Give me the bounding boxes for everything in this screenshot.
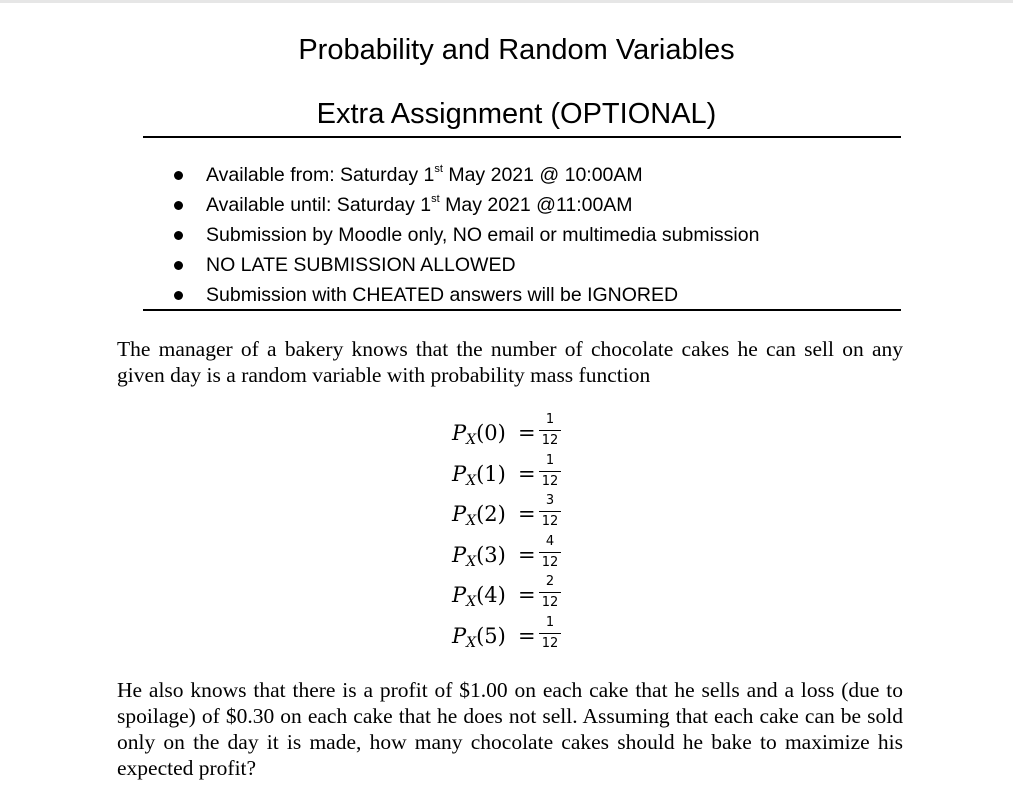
pmf-equations xyxy=(452,412,652,655)
ordinal-suffix: st xyxy=(434,163,443,175)
instruction-item xyxy=(172,250,902,280)
pmf-fraction xyxy=(539,574,561,610)
instruction-text: NO LATE SUBMISSION ALLOWED xyxy=(206,254,516,276)
instruction-text: Available until: Saturday 1 xyxy=(206,194,432,216)
instructions-divider xyxy=(143,309,901,311)
fraction-bar xyxy=(539,430,561,431)
fraction-bar xyxy=(539,511,561,512)
pmf-row xyxy=(452,615,652,656)
pmf-subscript: X xyxy=(466,432,477,448)
pmf-lhs xyxy=(452,501,506,534)
instruction-item xyxy=(172,280,902,310)
instructions-list xyxy=(172,160,902,310)
pmf-argument: (1) xyxy=(476,461,506,486)
pmf-symbol: P xyxy=(452,542,467,567)
bullet-icon xyxy=(174,201,183,210)
fraction-denominator: 12 xyxy=(541,635,559,651)
pmf-subscript: X xyxy=(466,472,477,489)
equals-sign: = xyxy=(518,421,536,445)
fraction-numerator: 1 xyxy=(545,412,555,427)
fraction-numerator: 1 xyxy=(545,452,555,468)
title-divider xyxy=(143,136,901,138)
equals-sign: = xyxy=(518,461,536,486)
fraction-bar xyxy=(539,471,561,472)
pmf-fraction xyxy=(539,534,561,570)
equals-sign: = xyxy=(518,542,536,567)
pmf-symbol: P xyxy=(452,461,467,486)
pmf-lhs xyxy=(452,623,506,656)
pmf-row xyxy=(452,493,652,534)
fraction-numerator: 1 xyxy=(545,614,555,630)
equals-sign: = xyxy=(518,502,536,526)
pmf-argument: (5) xyxy=(476,623,506,648)
document-subtitle: Extra Assignment (OPTIONAL) xyxy=(316,98,717,130)
pmf-lhs xyxy=(452,461,506,494)
pmf-fraction xyxy=(539,453,561,489)
bullet-icon xyxy=(174,231,183,240)
fraction-denominator: 12 xyxy=(541,554,559,570)
fraction-denominator: 12 xyxy=(541,433,559,449)
intro-paragraph: The manager of a bakery knows that the number of chocolate cakes he can sell on any given day is a random variable with probability mass function xyxy=(117,337,903,387)
pmf-fraction xyxy=(539,412,561,448)
fraction-denominator: 12 xyxy=(541,595,559,611)
instruction-text-tail: May 2021 @11:00AM xyxy=(439,194,633,216)
instruction-text: Submission by Moodle only, NO email or multimedia submission xyxy=(206,224,760,246)
pmf-row xyxy=(452,574,652,615)
pmf-subscript: X xyxy=(466,634,477,651)
fraction-numerator: 3 xyxy=(545,493,555,508)
fraction-denominator: 12 xyxy=(541,514,559,530)
instruction-item xyxy=(172,220,902,250)
equals-sign: = xyxy=(518,623,536,648)
fraction-bar xyxy=(539,552,561,553)
instruction-text: Submission with CHEATED answers will be IGNORED xyxy=(206,284,679,306)
document-title: Probability and Random Variables xyxy=(298,34,735,66)
pmf-fraction xyxy=(539,615,561,651)
ordinal-suffix: st xyxy=(431,193,440,205)
pmf-argument: (4) xyxy=(476,583,506,607)
fraction-denominator: 12 xyxy=(541,473,559,489)
pmf-symbol: P xyxy=(452,421,467,445)
pmf-lhs xyxy=(452,542,506,575)
fraction-numerator: 4 xyxy=(545,533,555,549)
instruction-text-tail: May 2021 @ 10:00AM xyxy=(442,164,643,186)
pmf-row xyxy=(452,534,652,575)
pmf-fraction xyxy=(539,493,561,529)
instruction-item xyxy=(172,160,902,190)
pmf-argument: (3) xyxy=(476,542,506,567)
fraction-bar xyxy=(539,592,561,593)
pmf-row xyxy=(452,412,652,453)
pmf-argument: (0) xyxy=(476,421,506,445)
pmf-symbol: P xyxy=(452,502,467,526)
pmf-subscript: X xyxy=(466,594,477,610)
instruction-text: Available from: Saturday 1 xyxy=(206,164,435,186)
question-paragraph: He also knows that there is a profit of $1.00 on each cake that he sells and a loss (due to spoilage) of $0.30 on each cake that he does not sell. Assuming that each cake can be sold only on the day it is made, how many chocolate cakes should he bake to maximize his expected profit? xyxy=(117,678,903,780)
bullet-icon xyxy=(174,291,183,300)
pmf-subscript: X xyxy=(466,553,477,570)
pmf-subscript: X xyxy=(466,513,477,529)
bullet-icon xyxy=(174,261,183,270)
pmf-symbol: P xyxy=(452,583,467,607)
fraction-bar xyxy=(539,633,561,634)
pmf-lhs xyxy=(452,420,506,453)
instruction-item xyxy=(172,190,902,220)
top-border xyxy=(0,0,1013,3)
pmf-argument: (2) xyxy=(476,502,506,526)
pmf-lhs xyxy=(452,582,506,615)
bullet-icon xyxy=(174,171,183,180)
fraction-numerator: 2 xyxy=(545,574,555,589)
pmf-row xyxy=(452,453,652,494)
equals-sign: = xyxy=(518,583,536,607)
pmf-symbol: P xyxy=(452,623,467,648)
